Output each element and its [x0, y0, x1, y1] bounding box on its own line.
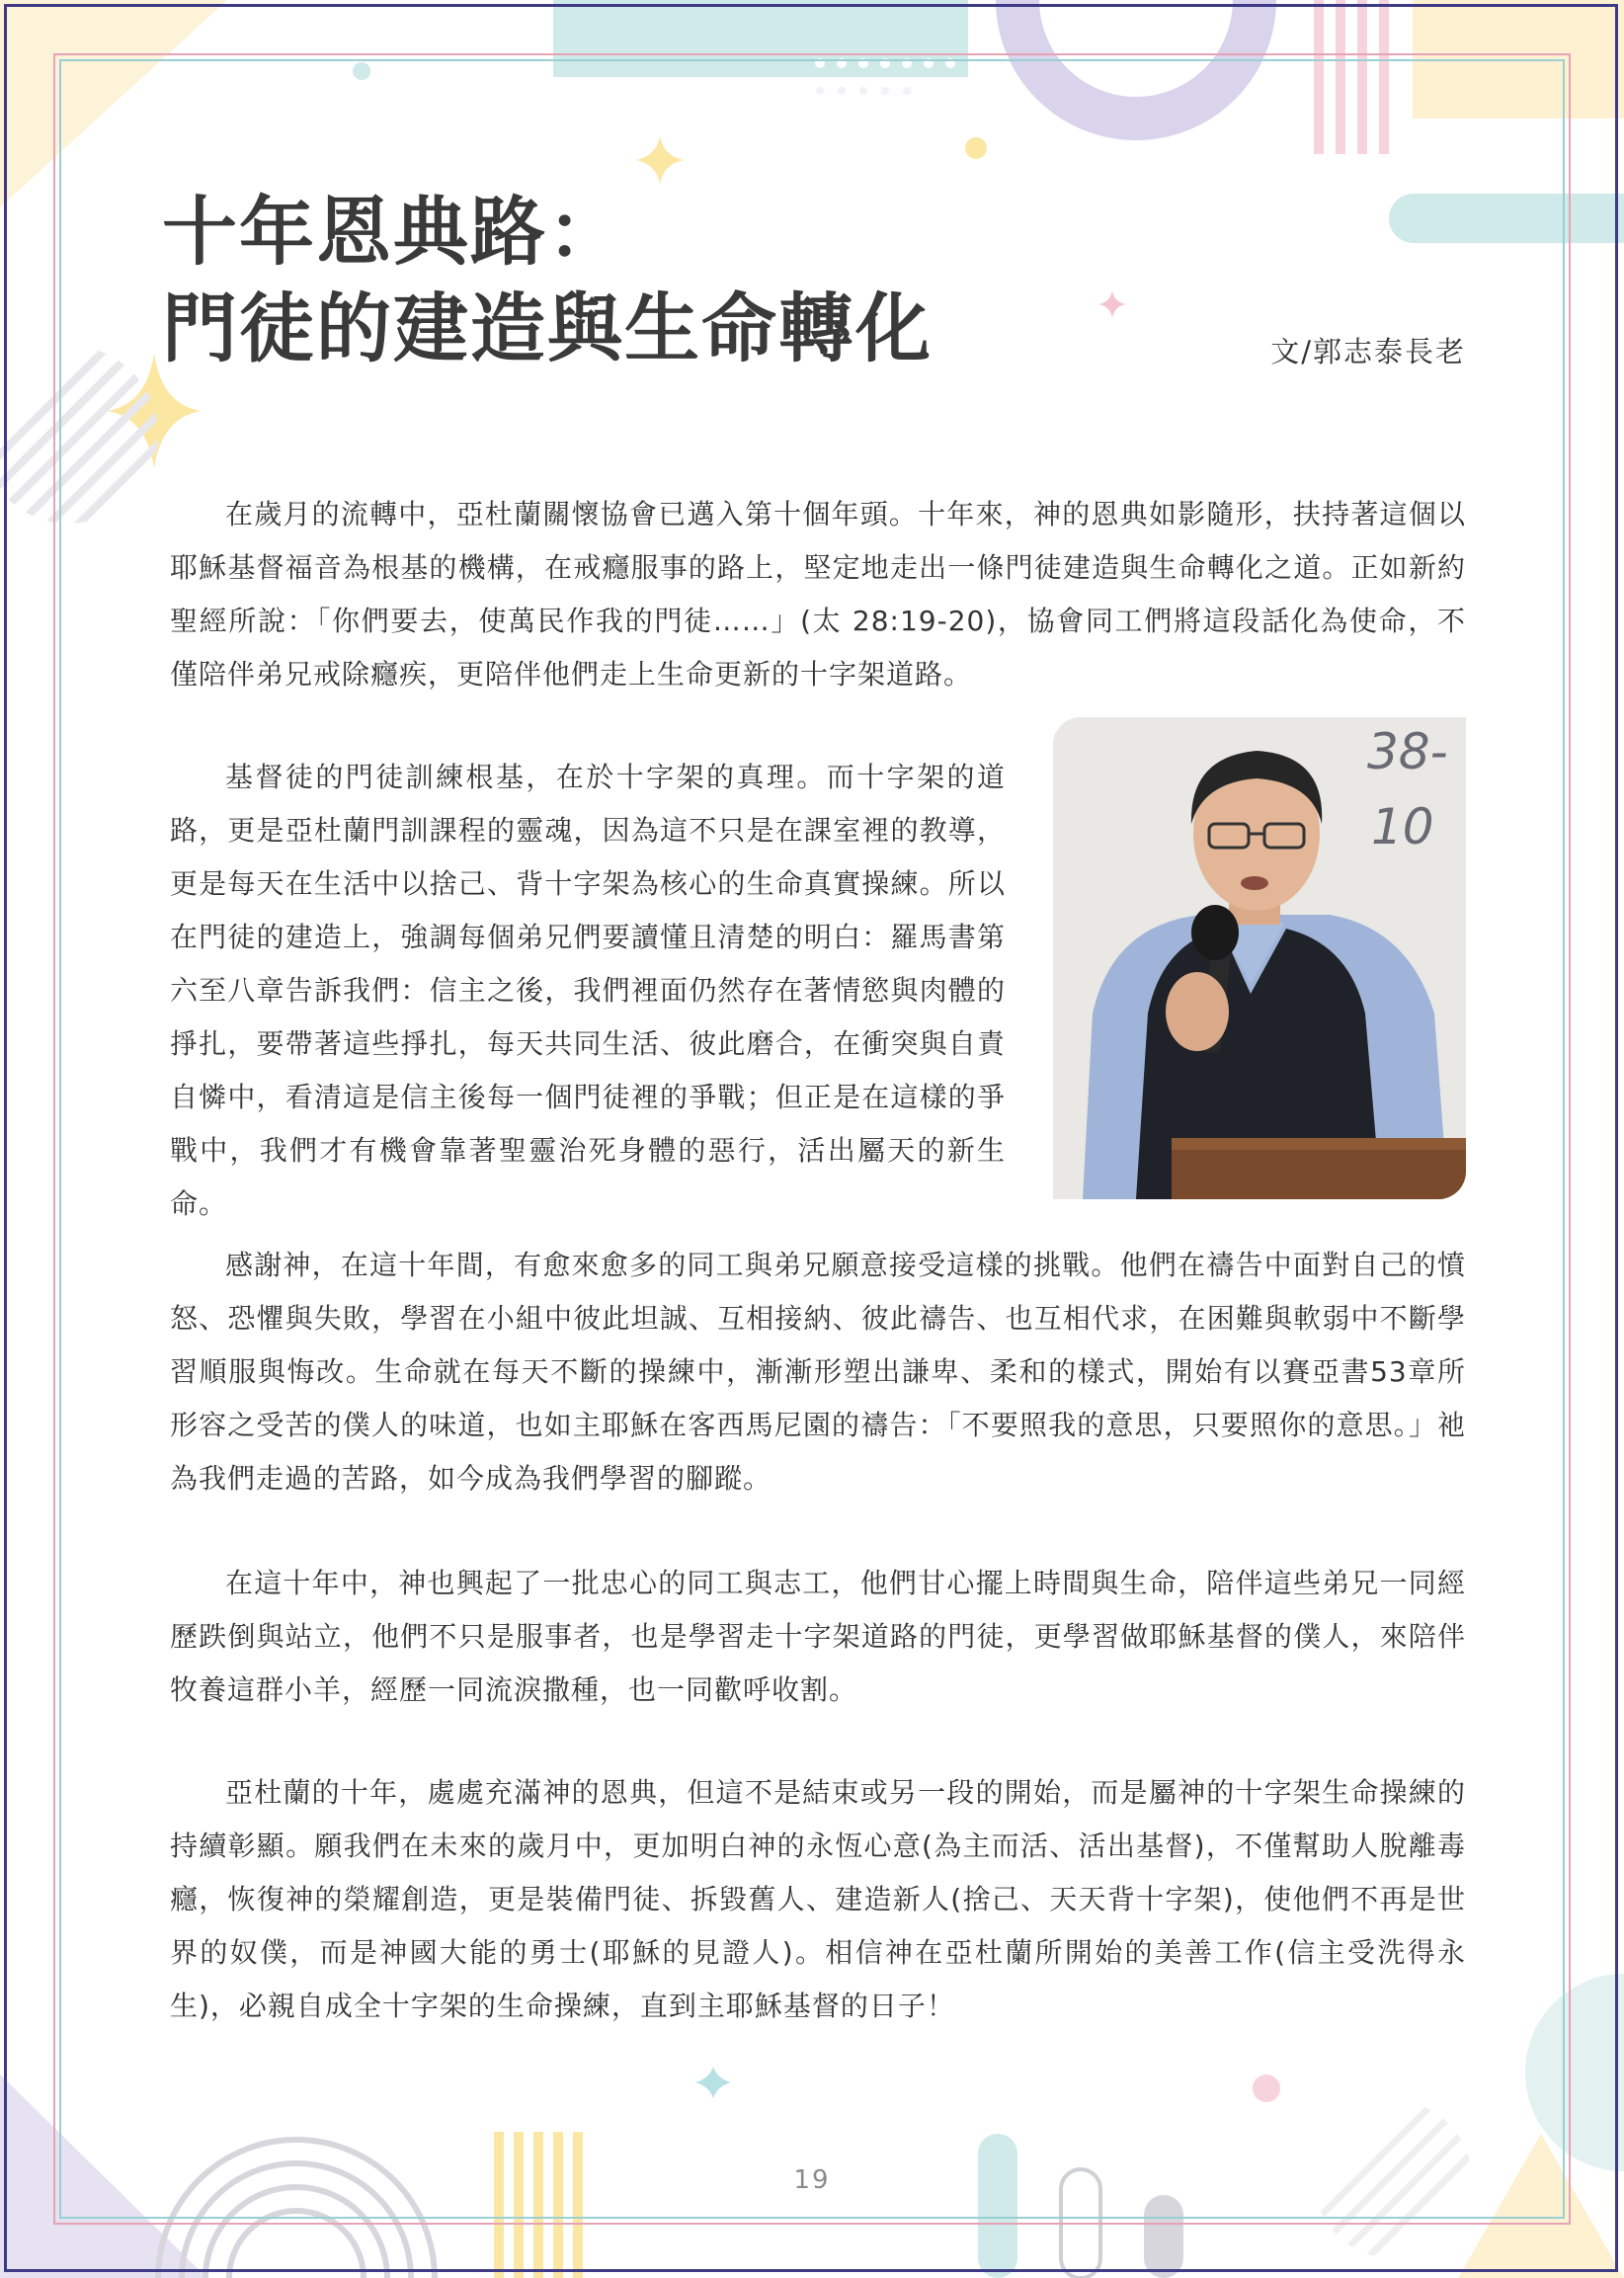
paragraph-text: 亞杜蘭的十年，處處充滿神的恩典，但這不是結束或另一段的開始，而是屬神的十字架生命操練的持續彰顯。願我們在未來的歲月中，更加明白神的永恆心意(為主而活、活出基督)，不僅幫助人脫離毒癮，恢復神的榮耀創造，更是裝備門徒、拆毀舊人、建造新人(捨己、天天背十字架)，使他們不再是世界的奴僕，而是神國大能的勇士(耶穌的見證人)。相信神在亞杜蘭所開始的美善工作(信主受洗得永生)，必親自成全十字架的生命操練，直到主耶穌基督的日子！: [170, 1776, 1466, 2022]
board-text-line2: 10: [1371, 798, 1434, 855]
paragraph-text: 感謝神，在這十年間，有愈來愈多的同工與弟兄願意接受這樣的挑戰。他們在禱告中面對自己的憤怒、恐懼與失敗，學習在小組中彼此坦誠、互相接納、彼此禱告、也互相代求，在困難與軟弱中不斷學習順服與悔改。生命就在每天不斷的操練中，漸漸形塑出謙卑、柔和的樣式，開始有以賽亞書53章所形容之受苦的僕人的味道，也如主耶穌在客西馬尼園的禱告：「不要照我的意思，只要照你的意思。」祂為我們走過的苦路，如今成為我們學習的腳蹤。: [170, 1249, 1466, 1495]
article-author: 文/郭志泰長老: [1270, 335, 1466, 368]
page-number: 19: [793, 2165, 831, 2195]
article-paragraph: [170, 751, 1006, 1231]
article-paragraph: [170, 488, 1466, 701]
article-paragraph: [170, 1766, 1466, 2033]
speaker-illustration: [1053, 717, 1466, 1199]
paragraph-text: 基督徒的門徒訓練根基，在於十字架的真理。而十字架的道路，更是亞杜蘭門訓課程的靈魂，因為這不只是在課室裡的教導，更是每天在生活中以捨己、背十字架為核心的生命真實操練。所以在門徒的建造上，強調每個弟兄們要讀懂且清楚的明白：羅馬書第六至八章告訴我們：信主之後，我們裡面仍然存在著情慾與肉體的掙扎，要帶著這些掙扎，每天共同生活、彼此磨合，在衝突與自責自憐中，看清這是信主後每一個門徒裡的爭戰；但正是在這樣的爭戰中，我們才有機會靠著聖靈治死身體的惡行，活出屬天的新生命。: [170, 761, 1006, 1220]
article-paragraph: [170, 1239, 1466, 1505]
paragraph-text: 在這十年中，神也興起了一批忠心的同工與志工，他們甘心擺上時間與生命，陪伴這些弟兄一同經歷跌倒與站立，他們不只是服事者，也是學習走十字架道路的門徒，更學習做耶穌基督的僕人，來陪伴牧養這群小羊，經歷一同流淚撒種，也一同歡呼收割。: [170, 1567, 1466, 1706]
board-text-line1: 38-: [1367, 723, 1448, 780]
article-paragraph: [170, 1557, 1466, 1717]
article-title-line1: 十年恩典路：: [162, 188, 624, 276]
article-title-line2: 門徒的建造與生命轉化: [162, 285, 933, 372]
paragraph-text: 在歲月的流轉中，亞杜蘭關懷協會已邁入第十個年頭。十年來，神的恩典如影隨形，扶持著這個以耶穌基督福音為根基的機構，在戒癮服事的路上，堅定地走出一條門徒建造與生命轉化之道。正如新約聖經所說：「你們要去，使萬民作我的門徒……」(太 28:19-20)，協會同工們將這段話化為使命，不僅陪伴弟兄戒除癮疾，更陪伴他們走上生命更新的十字架道路。: [170, 498, 1466, 691]
article-title: [162, 184, 1150, 377]
speaker-photo: [1053, 717, 1466, 1199]
